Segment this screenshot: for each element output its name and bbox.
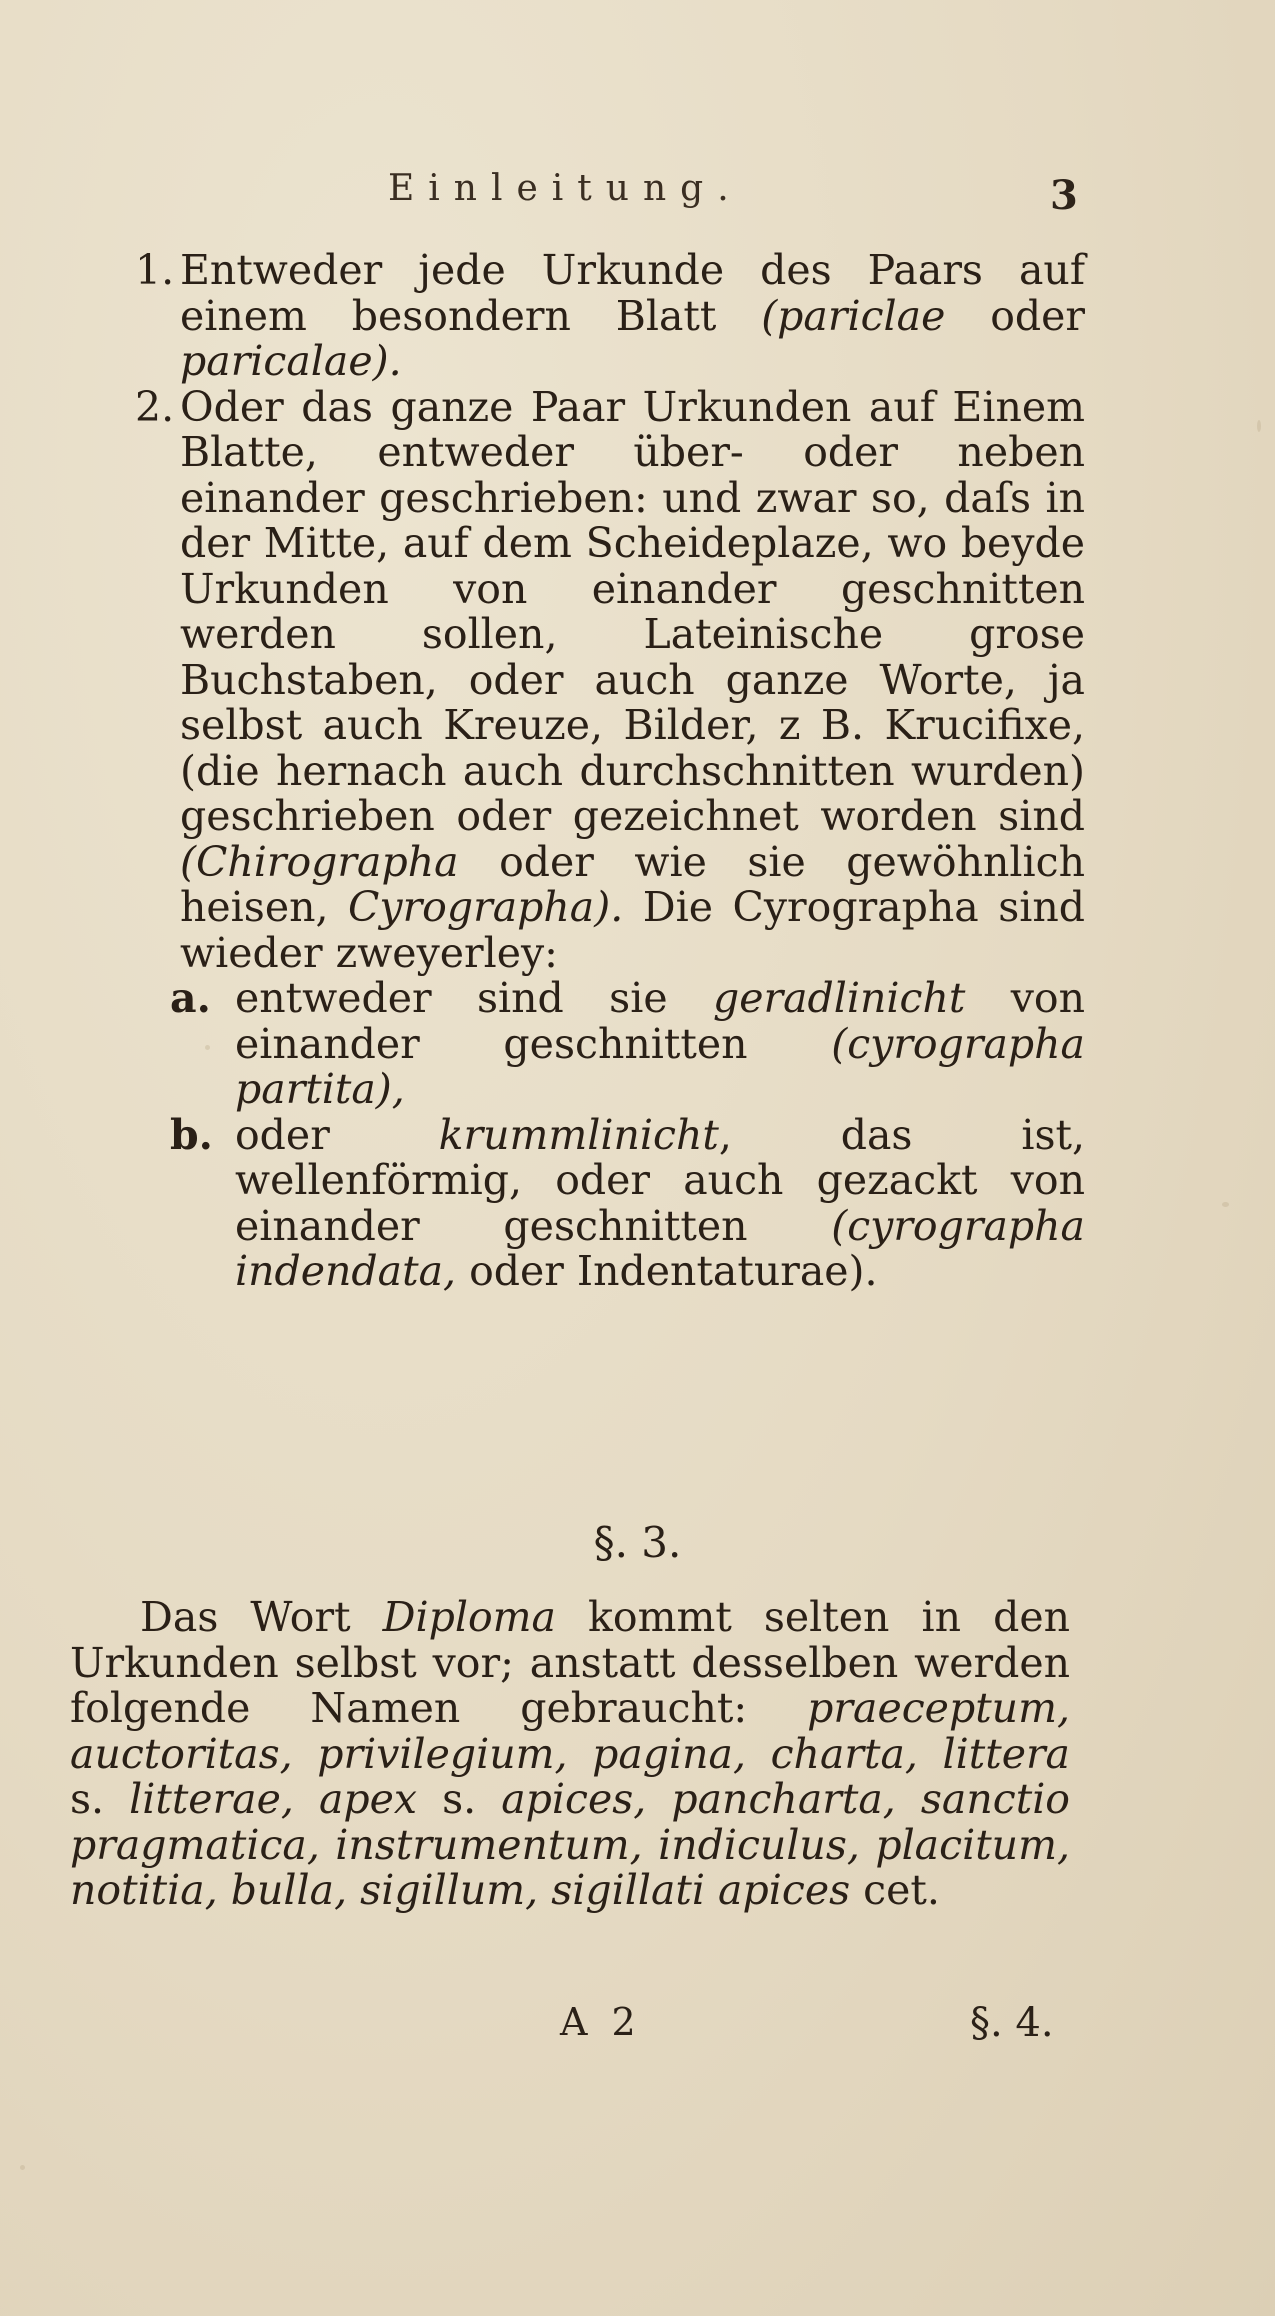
page-footer — [0, 2000, 1275, 2060]
item-italic-term: (Chirographa — [180, 837, 459, 886]
foxing-spot — [20, 2165, 25, 2170]
sub-item-italic-term: geradlinicht — [712, 974, 966, 1022]
item-number: 1. — [135, 246, 175, 294]
sub-item-text: entweder sind sie — [235, 974, 713, 1022]
sub-item-italic-term: krummlinicht — [438, 1110, 719, 1159]
sub-item-text: , das ist, wellenförmig, oder auch gezackt von einander geschnitten — [235, 1110, 1085, 1250]
item-text: Oder das ganze Paar Urkunden auf Einem Blatte, entweder über- oder neben einander geschrieben: und zwar so, daſs in der Mitte, auf dem Scheideplaze, wo beyde Urkunden von einander geschnitten werden sollen, Lateinische grose Buchstaben, oder auch ganze Worte, ja selbst auch Kreuze, Bilder, z B. Krucifixe, (die hernach auch durchschnitten wurden) geschrieben oder gezeichnet worden sind — [180, 382, 1085, 840]
item-italic-term: Cyrographa). — [348, 883, 624, 931]
body-paragraph — [70, 1595, 1070, 1914]
item-text: Die Cyrographa sind wieder zweyerley: — [180, 883, 1085, 977]
sub-list-item — [135, 1110, 1085, 1295]
paragraph-italic-term: apices, pancharta, sanctio pragmatica, instrumentum, indiculus, placitum, notitia, bulla, sigillum, sigillati apices — [70, 1775, 1070, 1914]
paragraph-italic-term: praeceptum, auctoritas, privilegium, pagina, charta, littera — [70, 1684, 1070, 1778]
section-heading: §. 3. — [593, 1518, 682, 1567]
sub-item-text: oder — [235, 1110, 439, 1159]
item-number: 2. — [135, 382, 175, 431]
item-italic-term: paricalae). — [180, 337, 402, 385]
list-item — [135, 248, 1085, 385]
enumerated-list — [135, 248, 1085, 1295]
foxing-spot — [1222, 1202, 1229, 1207]
signature-mark: A 2 — [560, 2000, 642, 2044]
item-italic-term: (pariclae — [761, 291, 946, 340]
list-item — [135, 382, 1085, 977]
item-text: oder wie sie gewöhnlich heisen, — [180, 837, 1085, 931]
sub-item-text: von einander geschnitten — [235, 974, 1085, 1068]
item-text: oder — [945, 291, 1085, 340]
paragraph-text: s. — [70, 1775, 130, 1823]
sub-item-letter: b. — [170, 1110, 213, 1159]
paragraph-text: Das Wort — [140, 1593, 383, 1641]
paragraph-text: kommt selten in den Urkunden selbst vor; anstatt desselben werden folgende Namen gebraucht: — [70, 1593, 1070, 1732]
sub-item-italic-term: (cyrographa indendata, — [235, 1201, 1085, 1295]
running-title: Einleitung. — [388, 168, 743, 209]
sub-list-item — [135, 976, 1085, 1113]
item-text: Entweder jede Urkunde des Paars auf einem besondern Blatt — [180, 246, 1085, 340]
foxing-spot — [1257, 420, 1261, 432]
page-header — [0, 168, 1275, 228]
catchword: §. 4. — [970, 2000, 1054, 2046]
page-number: 3 — [1050, 172, 1078, 219]
paragraph-italic-term: Diploma — [382, 1593, 556, 1641]
sub-item-italic-term: (cyrographa partita), — [235, 1019, 1085, 1113]
sub-item-letter: a. — [170, 974, 211, 1022]
sub-item-text: oder Indentaturae). — [456, 1247, 878, 1295]
paragraph-text: cet. — [850, 1866, 940, 1914]
paragraph-italic-term: litterae, apex — [129, 1775, 418, 1823]
paragraph-text: s. — [417, 1775, 502, 1823]
